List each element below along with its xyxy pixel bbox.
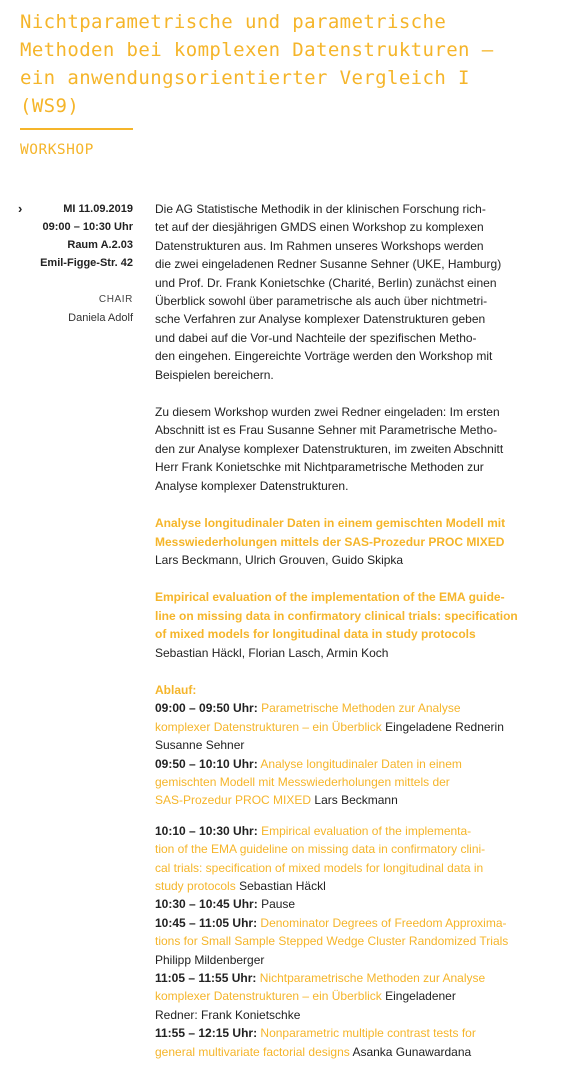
speakers-paragraph	[155, 403, 565, 495]
title-line: Methoden bei komplexen Datenstrukturen –	[20, 39, 494, 61]
title-line: Nichtparametrische und parametrische	[20, 11, 447, 33]
slot-speaker: Asanka Gunawardana	[352, 1044, 472, 1059]
text-line: und dabei auf die Vor-und Nachteile der spezifischen Metho-	[155, 330, 477, 345]
intro-paragraph	[155, 200, 565, 384]
text-line: Beispielen bereichern.	[155, 367, 274, 382]
text-line: den eingehen. Eingereichte Vorträge werden den Workshop mit	[155, 349, 493, 364]
slot-title-link[interactable]: study protocols	[155, 879, 236, 893]
slot-break: Pause	[261, 897, 296, 912]
session-date: MI 11.09.2019	[63, 203, 133, 215]
text-line: tet auf der diesjährigen GMDS einen Workshop zu komplexen	[155, 220, 484, 235]
slot-title-link[interactable]: Nonparametric multiple contrast tests for	[260, 1026, 476, 1041]
text-line: Empirical evaluation of the implementation of the EMA guide-	[155, 590, 505, 605]
slot-title-link[interactable]: tion of the EMA guideline on missing data in confirmatory clini-	[155, 842, 486, 857]
slot-title-link[interactable]: Empirical evaluation of the implementa-	[261, 823, 472, 838]
slot-title-link[interactable]: Nichtparametrische Methoden zur Analyse	[259, 971, 486, 986]
text-line: die zwei eingeladenen Redner Susanne Sehner (UKE, Hamburg)	[155, 257, 502, 272]
slot-time: 10:10 – 10:30 Uhr:	[155, 823, 258, 838]
text-line: den zur Analyse komplexer Datenstrukturen, im zweiten Abschnitt	[155, 441, 504, 456]
slot-title-link[interactable]: tions for Small Sample Stepped Wedge Cluster Randomized Trials	[155, 934, 509, 949]
text-line: sche Verfahren zur Analyse komplexer Datenstrukturen geben	[155, 312, 486, 327]
slot-speaker: Lars Beckmann	[314, 793, 398, 808]
session-type-label: WORKSHOP	[20, 142, 94, 158]
text-line: Messwiederholungen mittels der SAS-Prozedur PROC MIXED	[155, 534, 505, 549]
slot-title-link[interactable]: komplexer Datenstrukturen – ein Überblick	[155, 719, 382, 734]
text-line: of mixed models for longitudinal data in study protocols	[155, 627, 476, 642]
text-line: Analyse komplexer Datenstrukturen.	[155, 478, 349, 493]
chair-name: Daniela Adolf	[68, 312, 133, 324]
slot-title-link[interactable]: Analyse longitudinaler Daten in einem	[260, 756, 462, 771]
chair-label: CHAIR	[98, 294, 133, 305]
schedule	[155, 681, 565, 810]
slot-time: 10:45 – 11:05 Uhr:	[155, 915, 258, 930]
slot-time: 11:55 – 12:15 Uhr:	[155, 1026, 258, 1041]
session-content	[155, 200, 565, 1061]
text-line: line on missing data in confirmatory clinical trials: specification	[155, 608, 518, 623]
slot-speaker: Eingeladene Rednerin	[385, 719, 504, 734]
text-line: Die AG Statistische Methodik in der klinischen Forschung rich-	[155, 202, 486, 216]
schedule-heading: Ablauf:	[155, 682, 197, 697]
slot-time: 09:00 – 09:50 Uhr:	[155, 701, 258, 716]
slot-title-link[interactable]: general multivariate factorial designs	[155, 1044, 350, 1059]
title-divider	[20, 128, 133, 130]
slot-title-link[interactable]: komplexer Datenstrukturen – ein Überblick	[155, 989, 382, 1004]
text-line: Überblick sowohl über parametrische als auch über nichtmetri-	[155, 294, 488, 309]
text-line: Herr Frank Konietschke mit Nichtparametrische Methoden zur	[155, 460, 484, 475]
paper-authors: Sebastian Häckl, Florian Lasch, Armin Koch	[155, 645, 389, 660]
schedule-continued	[155, 822, 565, 1061]
title-line: ein anwendungsorientierter Vergleich I	[20, 67, 470, 89]
text-line: Abschnitt ist es Frau Susanne Sehner mit Parametrische Metho-	[155, 423, 498, 438]
slot-title-link[interactable]: Parametrische Methoden zur Analyse	[261, 701, 461, 716]
slot-speaker: Philipp Mildenberger	[155, 952, 265, 967]
slot-title-link[interactable]: SAS-Prozedur PROC MIXED	[155, 793, 312, 808]
paper-title-link[interactable]	[155, 590, 518, 641]
slot-speaker: Susanne Sehner	[155, 738, 245, 753]
slot-time: 11:05 – 11:55 Uhr:	[155, 971, 257, 986]
session-time: 09:00 – 10:30 Uhr	[42, 221, 133, 233]
paper-title-link[interactable]	[155, 516, 505, 548]
text-line: und Prof. Dr. Frank Konietschke (Charité, Berlin) zunächst einen	[155, 275, 497, 290]
text-line: Analyse longitudinaler Daten in einem gemischten Modell mit	[155, 516, 506, 531]
slot-time: 10:30 – 10:45 Uhr:	[155, 897, 258, 912]
slot-title-link[interactable]: Denominator Degrees of Freedom Approxima-	[260, 915, 507, 930]
slot-speaker: Redner: Frank Konietschke	[155, 1007, 301, 1022]
paper-authors: Lars Beckmann, Ulrich Grouven, Guido Skipka	[155, 552, 404, 567]
paper-entry	[155, 588, 565, 662]
slot-speaker: Sebastian Häckl	[239, 879, 326, 893]
page-title	[20, 8, 570, 120]
text-line: Datenstrukturen aus. Im Rahmen unseres Workshops werden	[155, 238, 484, 253]
slot-title-link[interactable]: gemischten Modell mit Messwiederholungen mittels der	[155, 774, 450, 789]
text-line: Zu diesem Workshop wurden zwei Redner eingeladen: Im ersten	[155, 405, 500, 420]
slot-speaker: Eingeladener	[385, 989, 456, 1004]
slot-time: 09:50 – 10:10 Uhr:	[155, 756, 258, 771]
title-line: (WS9)	[20, 95, 80, 117]
session-street: Emil-Figge-Str. 42	[40, 257, 133, 269]
chevron-right-icon[interactable]: ›	[18, 201, 23, 216]
session-room: Raum A.2.03	[67, 239, 133, 251]
paper-entry	[155, 514, 565, 569]
session-meta	[20, 200, 133, 327]
slot-title-link[interactable]: cal trials: specification of mixed models for longitudinal data in	[155, 860, 484, 875]
